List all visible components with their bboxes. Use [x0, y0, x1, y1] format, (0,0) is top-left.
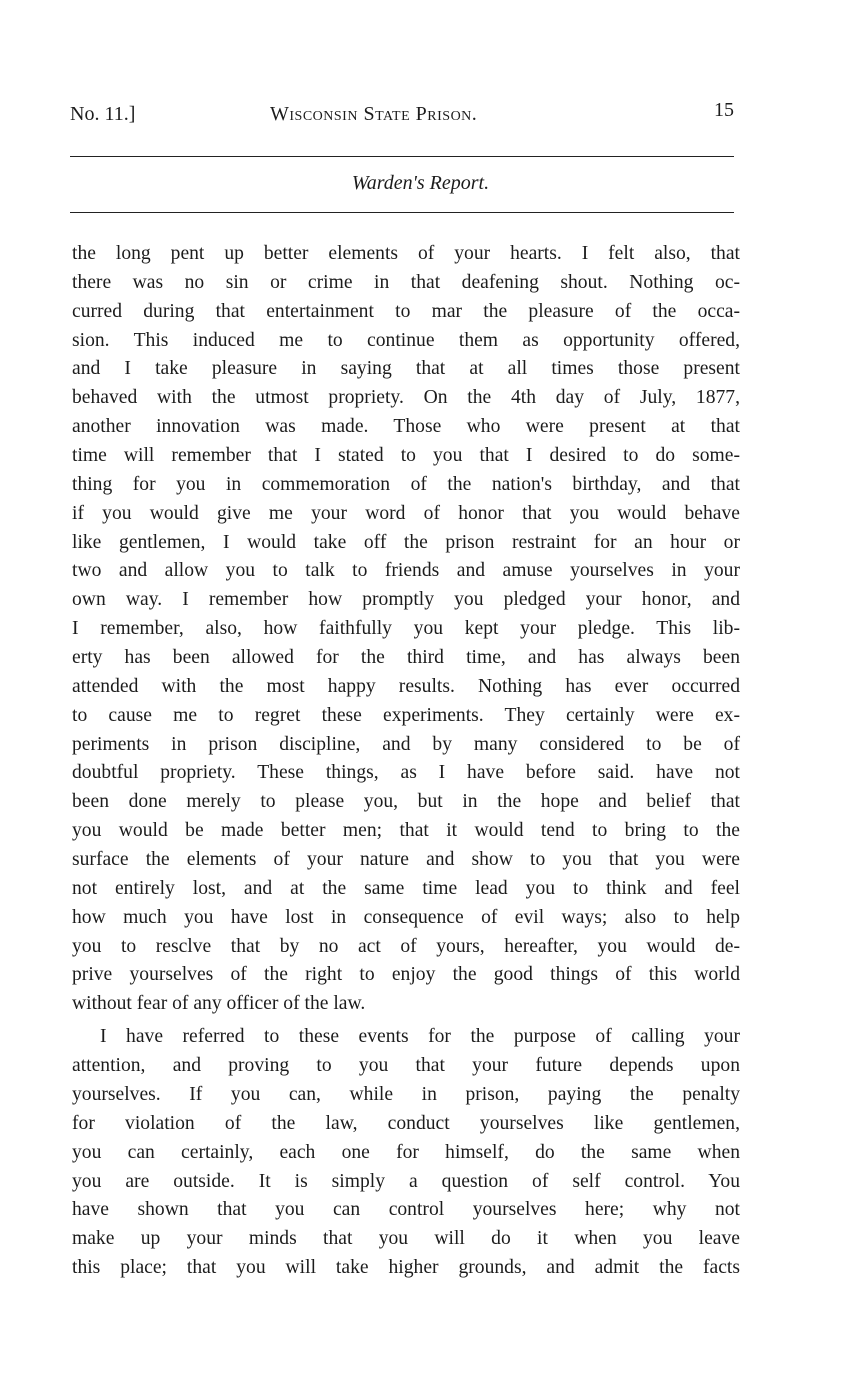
text-line: the long pent up better elements of your hearts. I felt also, that — [72, 243, 740, 264]
text-line: surface the elements of your nature and show to you that you were — [72, 849, 740, 871]
text-line: without fear of any officer of the law. — [72, 993, 366, 1015]
text-line: to cause me to regret these experiments. They certainly were ex- — [72, 704, 740, 726]
text-line: have shown that you can control yourselves here; why not — [72, 1199, 740, 1221]
paragraph-1 — [72, 240, 740, 1019]
text-line: sion. This induced me to continue them as opportunity offered, — [72, 329, 740, 351]
text-line: another innovation was made. Those who were present at that — [72, 416, 740, 438]
running-head — [70, 99, 734, 133]
text-line: you to resclve that by no act of yours, hereafter, you would de- — [72, 935, 740, 957]
body-text — [72, 240, 740, 1283]
text-line: curred during that entertainment to mar the pleasure of the occa- — [72, 300, 740, 322]
text-line: doubtful propriety. These things, as I have before said. have not — [72, 762, 740, 784]
text-line: this place; that you will take higher grounds, and admit the facts — [72, 1257, 740, 1279]
text-line: how much you have lost in consequence of evil ways; also to help — [72, 906, 740, 928]
text-line: two and allow you to talk to friends and amuse yourselves in your — [72, 560, 740, 582]
text-line: make up your minds that you will do it when you leave — [72, 1228, 740, 1250]
text-line: own way. I remember how promptly you pledged your honor, and — [72, 589, 740, 611]
text-line: you can certainly, each one for himself, do the same when — [72, 1141, 740, 1163]
running-title: Wisconsin State Prison. — [270, 103, 478, 125]
text-line: there was no sin or crime in that deafening shout. Nothing oc- — [72, 271, 740, 293]
text-line: periments in prison discipline, and by many considered to be of — [72, 733, 740, 755]
text-line: attention, and proving to you that your future depends upon — [72, 1055, 740, 1077]
text-line: you are outside. It is simply a question of self control. You — [72, 1170, 740, 1192]
text-line: been done merely to please you, but in the hope and belief that — [72, 791, 740, 813]
text-line: time will remember that I stated to you that I desired to do some- — [72, 445, 740, 467]
text-line: you would be made better men; that it would tend to bring to the — [72, 820, 740, 842]
text-line: if you would give me your word of honor that you would behave — [72, 502, 740, 524]
text-line: not entirely lost, and at the same time lead you to think and feel — [72, 877, 740, 899]
header-rule-bottom — [70, 212, 734, 213]
header-rule-top — [70, 156, 734, 157]
text-line: I remember, also, how faithfully you kept your pledge. This lib- — [72, 618, 740, 640]
text-line: and I take pleasure in saying that at all times those present — [72, 358, 740, 380]
text-line: like gentlemen, I would take off the prison restraint for an hour or — [72, 531, 740, 553]
text-line: I have referred to these events for the purpose of calling your — [100, 1026, 740, 1048]
text-line: for violation of the law, conduct yourselves like gentlemen, — [72, 1112, 740, 1134]
paragraph-2 — [72, 1023, 740, 1283]
text-line: behaved with the utmost propriety. On the 4th day of July, 1877, — [72, 387, 740, 409]
page-number: 15 — [714, 99, 734, 121]
section-subheading: Warden's Report. — [351, 172, 490, 194]
text-line: prive yourselves of the right to enjoy the good things of this world — [72, 964, 740, 986]
document-number: No. 11.] — [70, 103, 136, 125]
text-line: attended with the most happy results. Nothing has ever occurred — [72, 675, 740, 697]
text-line: erty has been allowed for the third time, and has always been — [72, 647, 740, 669]
text-line: thing for you in commemoration of the nation's birthday, and that — [72, 473, 740, 495]
text-line: yourselves. If you can, while in prison, paying the penalty — [72, 1083, 740, 1105]
